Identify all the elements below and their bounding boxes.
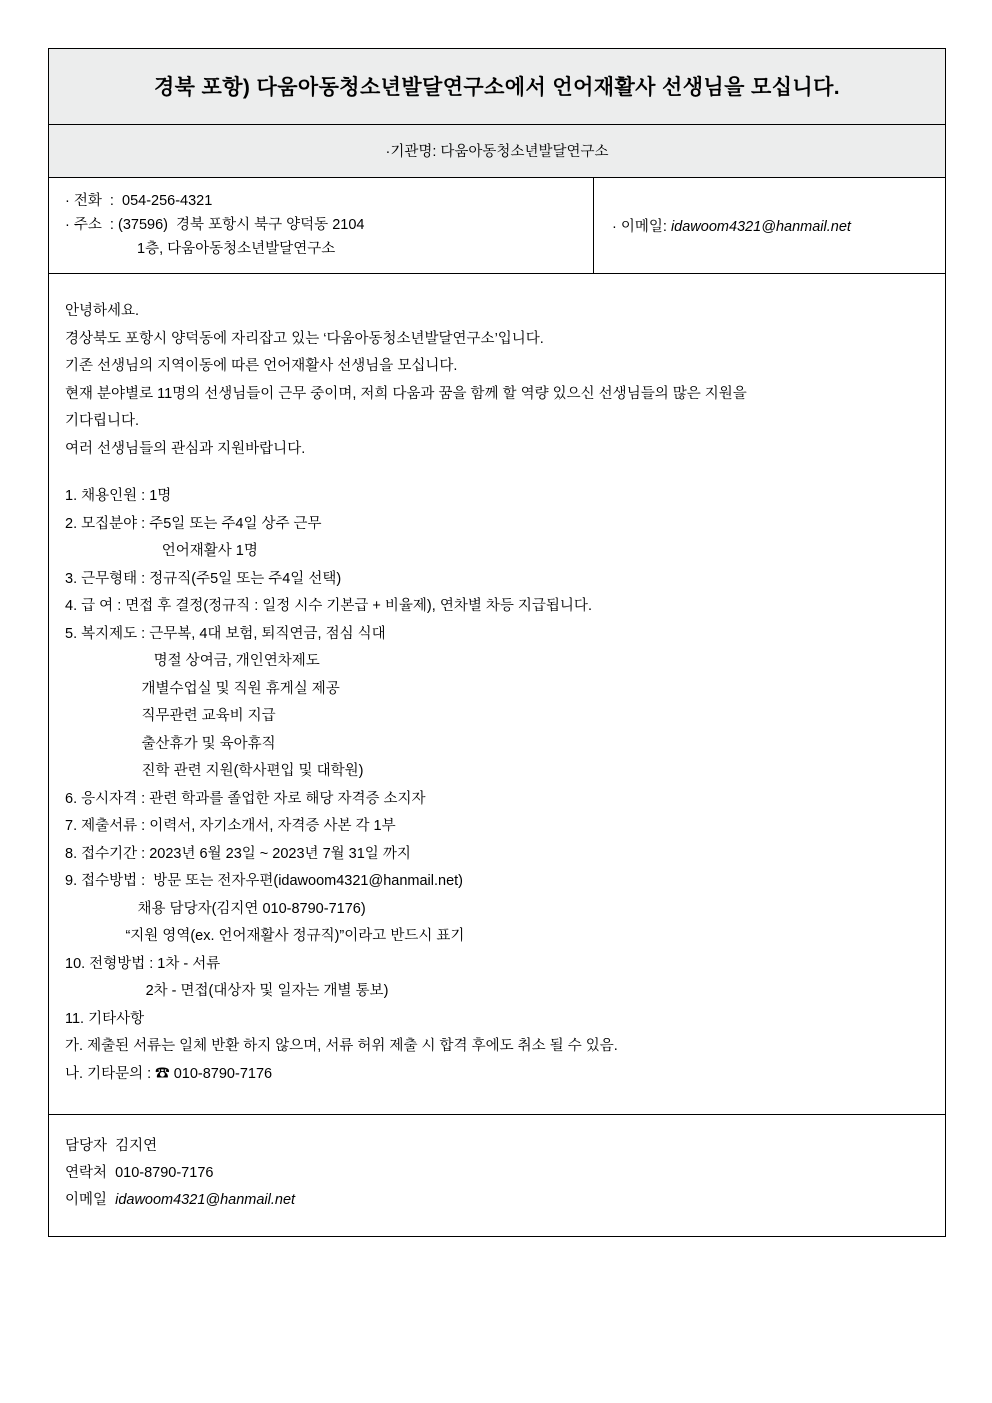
body-line: 10. 전형방법 : 1차 - 서류	[65, 955, 221, 972]
body-line: 기존 선생님의 지역이동에 따른 언어재활사 선생님을 모십니다.	[65, 358, 458, 374]
body-line: 5. 복지제도 : 근무복, 4대 보험, 퇴직연금, 점심 식대	[65, 625, 386, 642]
footer-email-label: 이메일	[65, 1192, 108, 1208]
body-line: 명절 상여금, 개인연차제도	[65, 653, 320, 669]
body-line: 11. 기타사항	[65, 1010, 145, 1027]
body-line: 현재 분야별로 11명의 선생님들이 근무 중이며, 저희 다움과 꿈을 함께 할 역량 있으신 선생님들의 많은 지원을	[65, 385, 747, 402]
body-line: 2차 - 면접(대상자 및 일자는 개별 통보)	[65, 983, 389, 999]
contact-left-cell	[49, 178, 594, 273]
body-line: 4. 급 여 : 면접 후 결정(정규직 : 일정 시수 기본급 + 비율제), 연차별 차등 지급됩니다.	[65, 598, 592, 614]
body-line: 8. 접수기간 : 2023년 6월 23일 ~ 2023년 7월 31일 까지	[65, 845, 411, 862]
body-line-list	[65, 298, 929, 1088]
footer-manager: 담당자 김지연	[65, 1138, 158, 1154]
job-posting-table	[48, 48, 946, 1237]
posting-body	[49, 274, 945, 1115]
body-line: 7. 제출서류 : 이력서, 자기소개서, 자격증 사본 각 1부	[65, 818, 396, 834]
organization-name: ·기관명: 다움아동청소년발달연구소	[49, 125, 945, 178]
footer-email-address[interactable]: idawoom4321@hanmail.net	[115, 1192, 296, 1208]
body-line: 9. 접수방법 : 방문 또는 전자우편(idawoom4321@hanmail.net)	[65, 873, 464, 889]
body-line: 직무관련 교육비 지급	[65, 708, 276, 724]
body-line: 언어재활사 1명	[65, 543, 258, 559]
body-line: 여러 선생님들의 관심과 지원바랍니다.	[65, 440, 306, 457]
body-line: 가. 제출된 서류는 일체 반환 하지 않으며, 서류 허위 제출 시 합격 후에도 취소 될 수 있음.	[65, 1038, 618, 1054]
body-line: 안녕하세요.	[65, 303, 140, 319]
body-spacer	[65, 463, 929, 483]
posting-footer	[49, 1115, 945, 1236]
body-line: 6. 응시자격 : 관련 학과를 졸업한 자로 해당 자격증 소지자	[65, 790, 426, 807]
phone-line: · 전화 : 054-256-4321	[65, 193, 213, 209]
address-line-2: 1층, 다움아동청소년발달연구소	[137, 241, 336, 257]
page-title: 경북 포항) 다움아동청소년발달연구소에서 언어재활사 선생님을 모십니다.	[49, 49, 945, 125]
body-line: 기다립니다.	[65, 413, 140, 429]
email-line	[612, 215, 851, 236]
body-line: “지원 영역(ex. 언어재활사 정규직)”이라고 반드시 표기	[65, 928, 465, 944]
body-line: 나. 기타문의 : ☎ 010-8790-7176	[65, 1065, 273, 1082]
body-line: 2. 모집분야 : 주5일 또는 주4일 상주 근무	[65, 515, 322, 532]
body-line: 1. 채용인원 : 1명	[65, 488, 172, 504]
footer-phone: 연락처 010-8790-7176	[65, 1165, 214, 1181]
address-line-1: · 주소 : (37596) 경북 포항시 북구 양덕동 2104	[65, 217, 365, 233]
footer-email	[65, 1187, 929, 1214]
body-line: 경상북도 포항시 양덕동에 자리잡고 있는 ‘다움아동청소년발달연구소’입니다.	[65, 330, 544, 347]
body-line: 3. 근무형태 : 정규직(주5일 또는 주4일 선택)	[65, 570, 342, 587]
body-line: 개별수업실 및 직원 휴게실 제공	[65, 680, 340, 697]
contact-right-cell	[594, 178, 945, 273]
body-line: 출산휴가 및 육아휴직	[65, 735, 276, 752]
contact-row	[49, 178, 945, 274]
body-line: 채용 담당자(김지연 010-8790-7176)	[65, 900, 366, 917]
body-line: 진학 관련 지원(학사편입 및 대학원)	[65, 763, 364, 779]
email-label: · 이메일:	[612, 218, 667, 235]
email-address[interactable]: idawoom4321@hanmail.net	[670, 218, 851, 235]
